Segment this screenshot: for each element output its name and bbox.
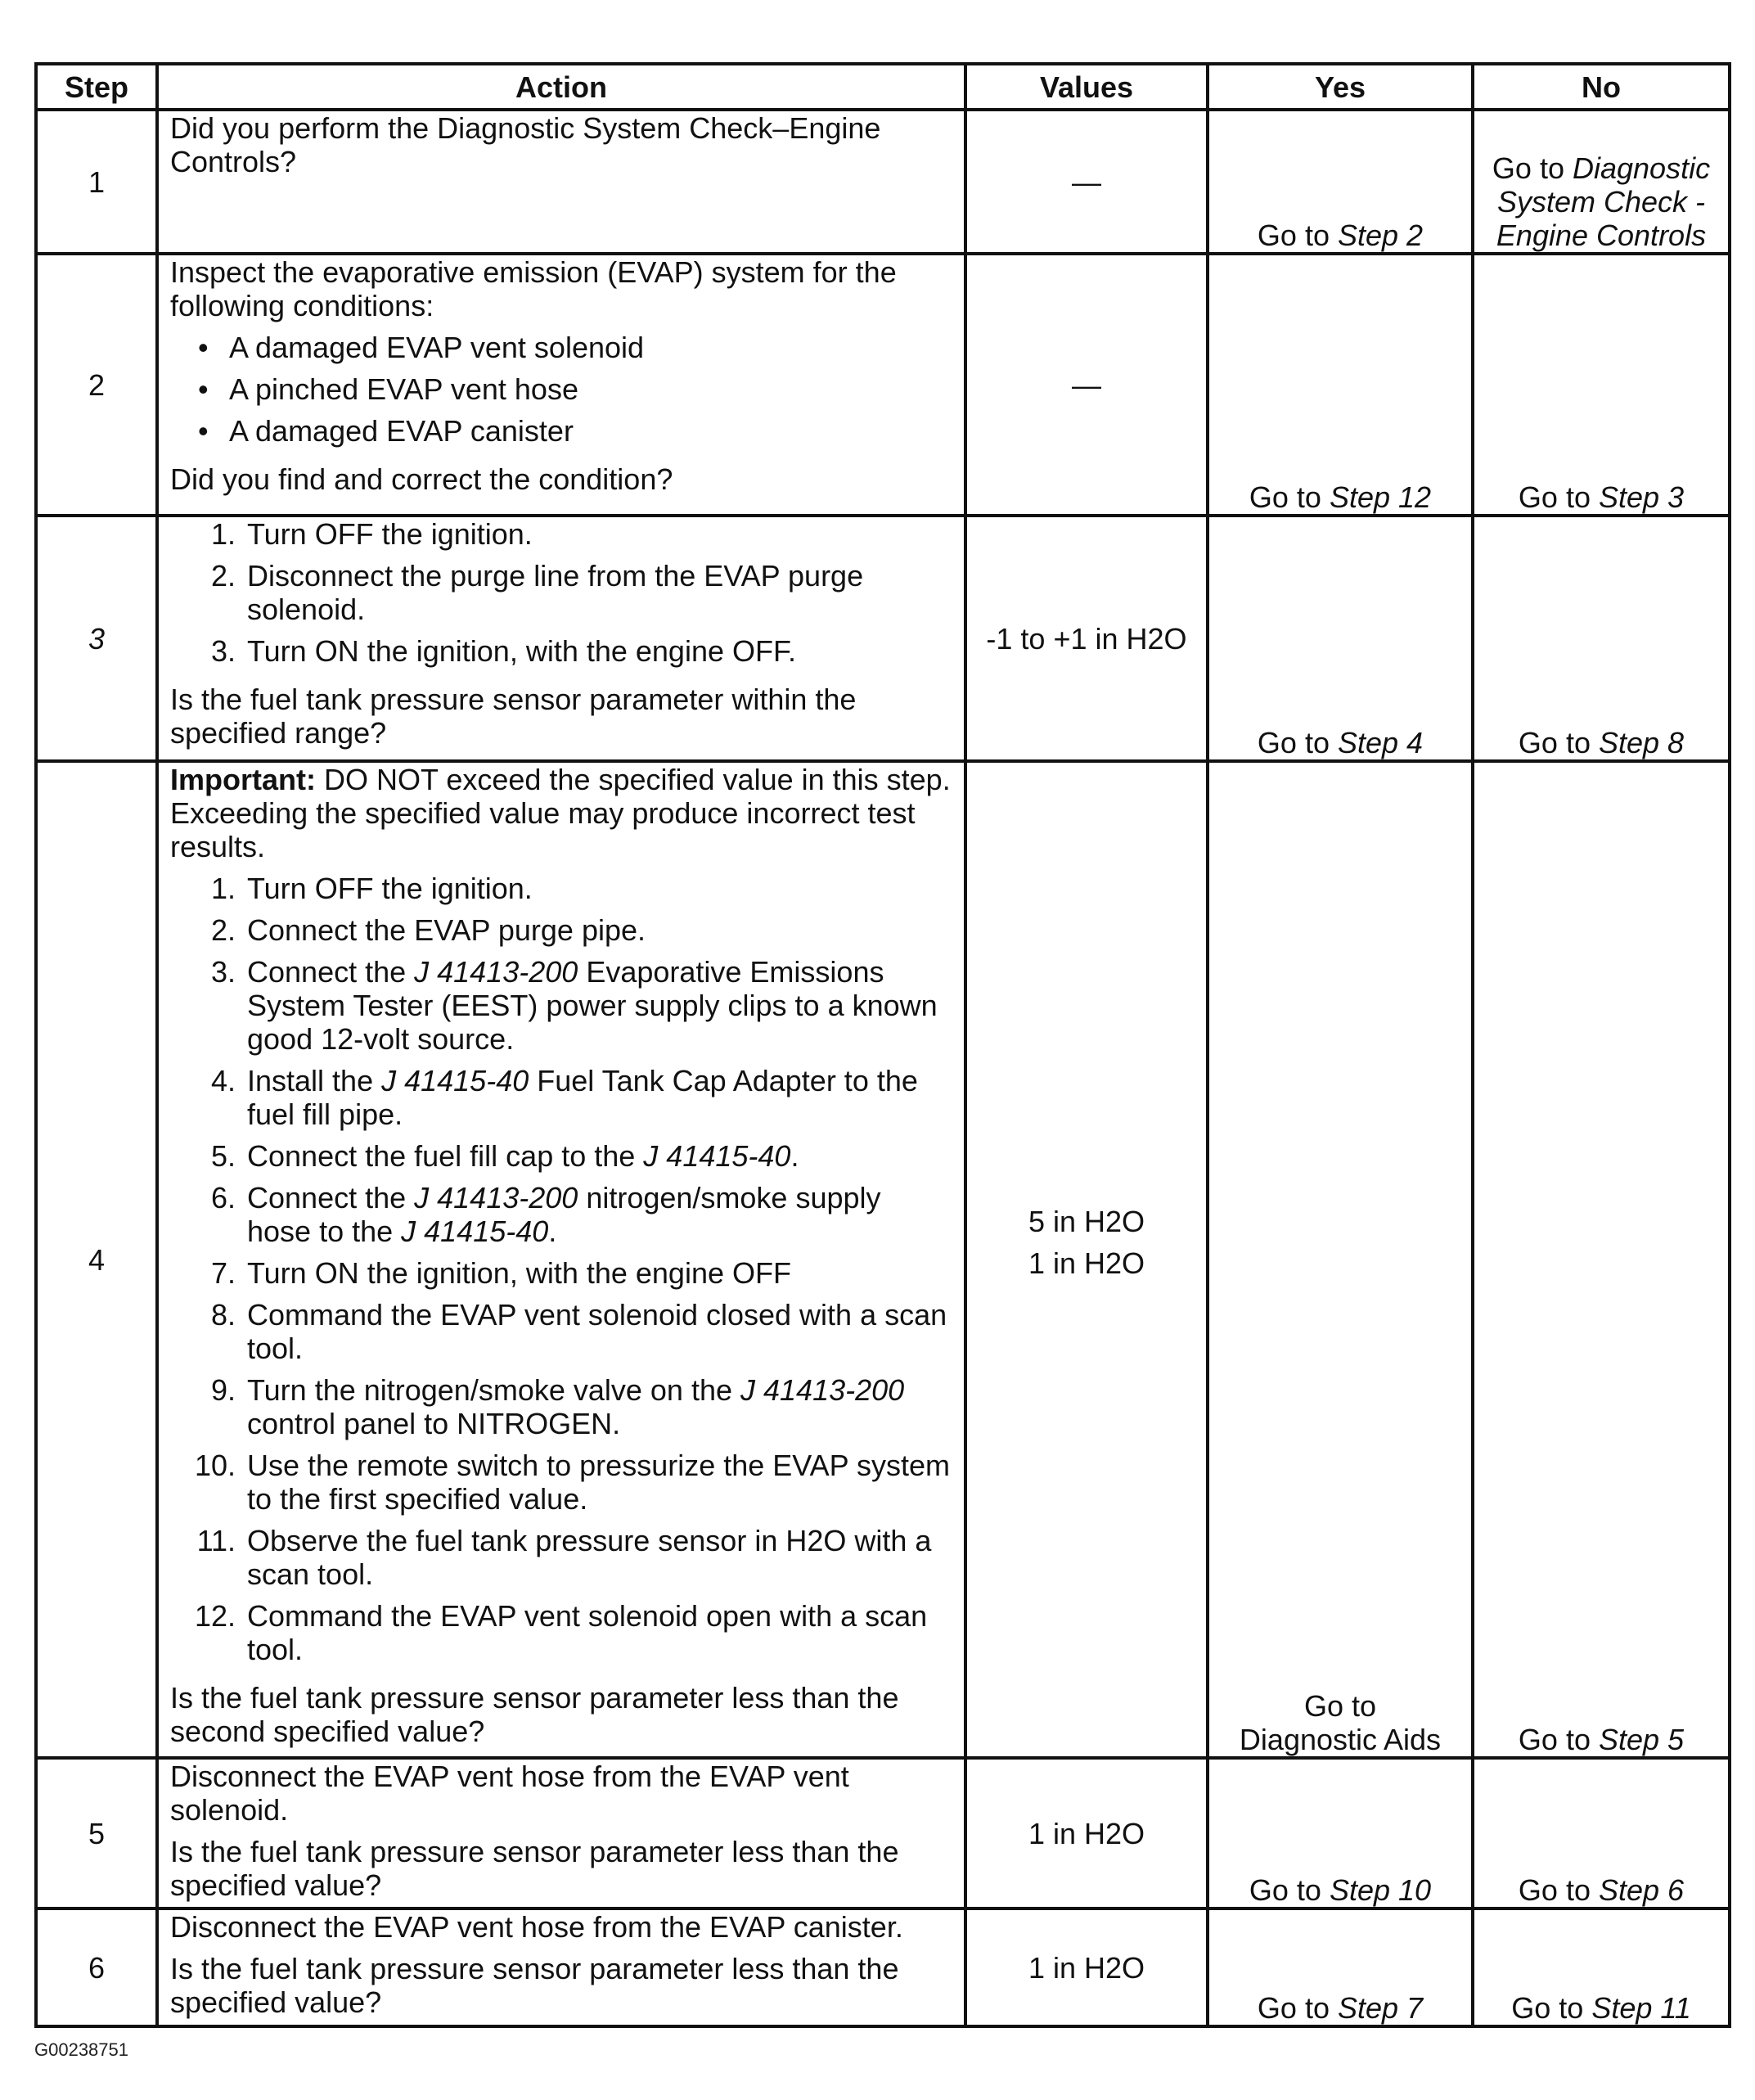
header-row <box>36 64 1730 110</box>
action-question: Did you find and correct the condition? <box>170 462 673 496</box>
header-no: No <box>1473 64 1730 110</box>
step-number: 1 <box>36 110 157 254</box>
yes-cell: Go to Step 7 <box>1208 1908 1473 2026</box>
bullet-icon: • <box>198 331 209 364</box>
bullet-icon: • <box>198 414 209 448</box>
value-first: 5 in H2O <box>1028 1205 1145 1238</box>
table-row <box>36 516 1730 761</box>
no-target: Step 11 <box>1591 1991 1691 2025</box>
bullet-item: • A damaged EVAP vent solenoid <box>198 331 645 364</box>
no-cell: Go to Step 6 <box>1473 1758 1730 1908</box>
step-number: 6 <box>36 1908 157 2026</box>
procedure-step: 9. Turn the nitrogen/smoke valve on the J 41413-200 control panel to NITROGEN. <box>210 1373 905 1440</box>
procedure-step: 1. Turn OFF the ignition. <box>210 872 533 905</box>
action-cell <box>157 254 965 516</box>
header-values: Values <box>965 64 1208 110</box>
table-row <box>36 254 1730 516</box>
action-intro: Disconnect the EVAP vent hose from the EVAP vent solenoid. <box>170 1760 849 1827</box>
yes-prefix: Go to <box>1257 219 1338 252</box>
header-yes: Yes <box>1208 64 1473 110</box>
figure-id: G00238751 <box>34 2039 128 2060</box>
action-question: Is the fuel tank pressure sensor parameter less than the specified value? <box>170 1952 899 2019</box>
values-cell <box>965 761 1208 1758</box>
action-cell <box>157 110 965 254</box>
no-target: Step 8 <box>1598 726 1685 759</box>
important-label: Important: <box>170 763 316 796</box>
yes-cell <box>1208 110 1473 254</box>
procedure-list <box>170 517 952 668</box>
no-cell: Go to Step 5 <box>1473 761 1730 1758</box>
header-action: Action <box>157 64 965 110</box>
procedure-step: 10. Use the remote switch to pressurize the EVAP system to the first specified value. <box>194 1449 951 1516</box>
yes-cell: Go to Step 4 <box>1208 516 1473 761</box>
no-cell: Go to Step 8 <box>1473 516 1730 761</box>
values-cell: 1 in H2O <box>965 1758 1208 1908</box>
action-question: Is the fuel tank pressure sensor parameter less than the second specified value? <box>170 1681 899 1748</box>
procedure-step: 6. Connect the J 41413-200 nitrogen/smoke supply hose to the J 41415-40. <box>210 1181 881 1248</box>
step-number: 2 <box>36 254 157 516</box>
no-prefix: Go to <box>1492 151 1573 185</box>
no-target: Step 6 <box>1598 1873 1685 1907</box>
value-second: 1 in H2O <box>1028 1246 1145 1280</box>
procedure-step: 2. Disconnect the purge line from the EVAP purge solenoid. <box>210 559 864 626</box>
action-cell <box>157 761 965 1758</box>
action-cell <box>157 1758 965 1908</box>
yes-target: Step 7 <box>1337 1991 1424 2025</box>
no-target: Diagnostic System Check - Engine Controls <box>1496 151 1711 252</box>
tool-ref: J 41413-200 <box>414 955 578 989</box>
procedure-list <box>170 872 952 1666</box>
step-number: 4 <box>36 761 157 1758</box>
action-intro: Inspect the evaporative emission (EVAP) system for the following conditions: <box>170 255 897 322</box>
action-cell <box>157 1908 965 2026</box>
procedure-step: 7. Turn ON the ignition, with the engine OFF <box>210 1256 791 1290</box>
values-cell: — <box>965 254 1208 516</box>
tool-ref: J 41415-40 <box>401 1214 549 1248</box>
no-cell: Go to Step 11 <box>1473 1908 1730 2026</box>
step-number: 3 <box>36 516 157 761</box>
action-intro: Disconnect the EVAP vent hose from the EVAP canister. <box>170 1910 903 1944</box>
yes-cell: Go to Diagnostic Aids <box>1208 761 1473 1758</box>
table-row <box>36 1758 1730 1908</box>
no-target: Step 3 <box>1598 480 1685 514</box>
action-cell <box>157 516 965 761</box>
bullet-item: • A damaged EVAP canister <box>198 414 574 448</box>
yes-target: Step 2 <box>1337 219 1424 252</box>
step-number: 5 <box>36 1758 157 1908</box>
yes-target: Diagnostic Aids <box>1239 1723 1442 1756</box>
tool-ref: J 41415-40 <box>381 1064 529 1097</box>
bullet-icon: • <box>198 372 209 406</box>
yes-cell: Go to Step 12 <box>1208 254 1473 516</box>
tool-ref: J 41415-40 <box>643 1139 791 1173</box>
procedure-step: 12. Command the EVAP vent solenoid open with a scan tool. <box>194 1599 928 1666</box>
procedure-step: 2. Connect the EVAP purge pipe. <box>210 913 646 947</box>
procedure-step: 11. Observe the fuel tank pressure sensor in H2O with a scan tool. <box>196 1524 932 1591</box>
table-row <box>36 761 1730 1758</box>
tool-ref: J 41413-200 <box>740 1373 905 1407</box>
procedure-step: 1. Turn OFF the ignition. <box>210 517 533 551</box>
yes-target: Step 12 <box>1329 480 1432 514</box>
procedure-step: 3. Connect the J 41413-200 Evaporative Emissions System Tester (EEST) power supply clips to a known good 12-volt source. <box>210 955 938 1056</box>
important-note: Important: DO NOT exceed the specified value in this step. Exceeding the specified value may produce incorrect test results. <box>170 763 951 863</box>
no-cell <box>1473 110 1730 254</box>
no-target: Step 5 <box>1598 1723 1685 1756</box>
yes-cell: Go to Step 10 <box>1208 1758 1473 1908</box>
values-cell: 1 in H2O <box>965 1908 1208 2026</box>
procedure-step: 3. Turn ON the ignition, with the engine OFF. <box>210 634 796 668</box>
procedure-step: 8. Command the EVAP vent solenoid closed with a scan tool. <box>210 1298 947 1365</box>
values-cell: -1 to +1 in H2O <box>965 516 1208 761</box>
procedure-step: 4. Install the J 41415-40 Fuel Tank Cap Adapter to the fuel fill pipe. <box>210 1064 918 1131</box>
diagnostic-table <box>34 62 1731 2028</box>
procedure-step: 5. Connect the fuel fill cap to the J 41415-40. <box>210 1139 799 1173</box>
yes-target: Step 4 <box>1337 726 1424 759</box>
yes-target: Step 10 <box>1329 1873 1432 1907</box>
action-question: Did you perform the Diagnostic System Check–Engine Controls? <box>170 111 881 178</box>
table-row <box>36 1908 1730 2026</box>
action-question: Is the fuel tank pressure sensor parameter within the specified range? <box>170 683 857 750</box>
bullet-item: • A pinched EVAP vent hose <box>198 372 578 406</box>
action-question: Is the fuel tank pressure sensor parameter less than the specified value? <box>170 1835 899 1902</box>
table-row <box>36 110 1730 254</box>
values-cell: — <box>965 110 1208 254</box>
tool-ref: J 41413-200 <box>414 1181 578 1214</box>
no-cell: Go to Step 3 <box>1473 254 1730 516</box>
header-step: Step <box>36 64 157 110</box>
